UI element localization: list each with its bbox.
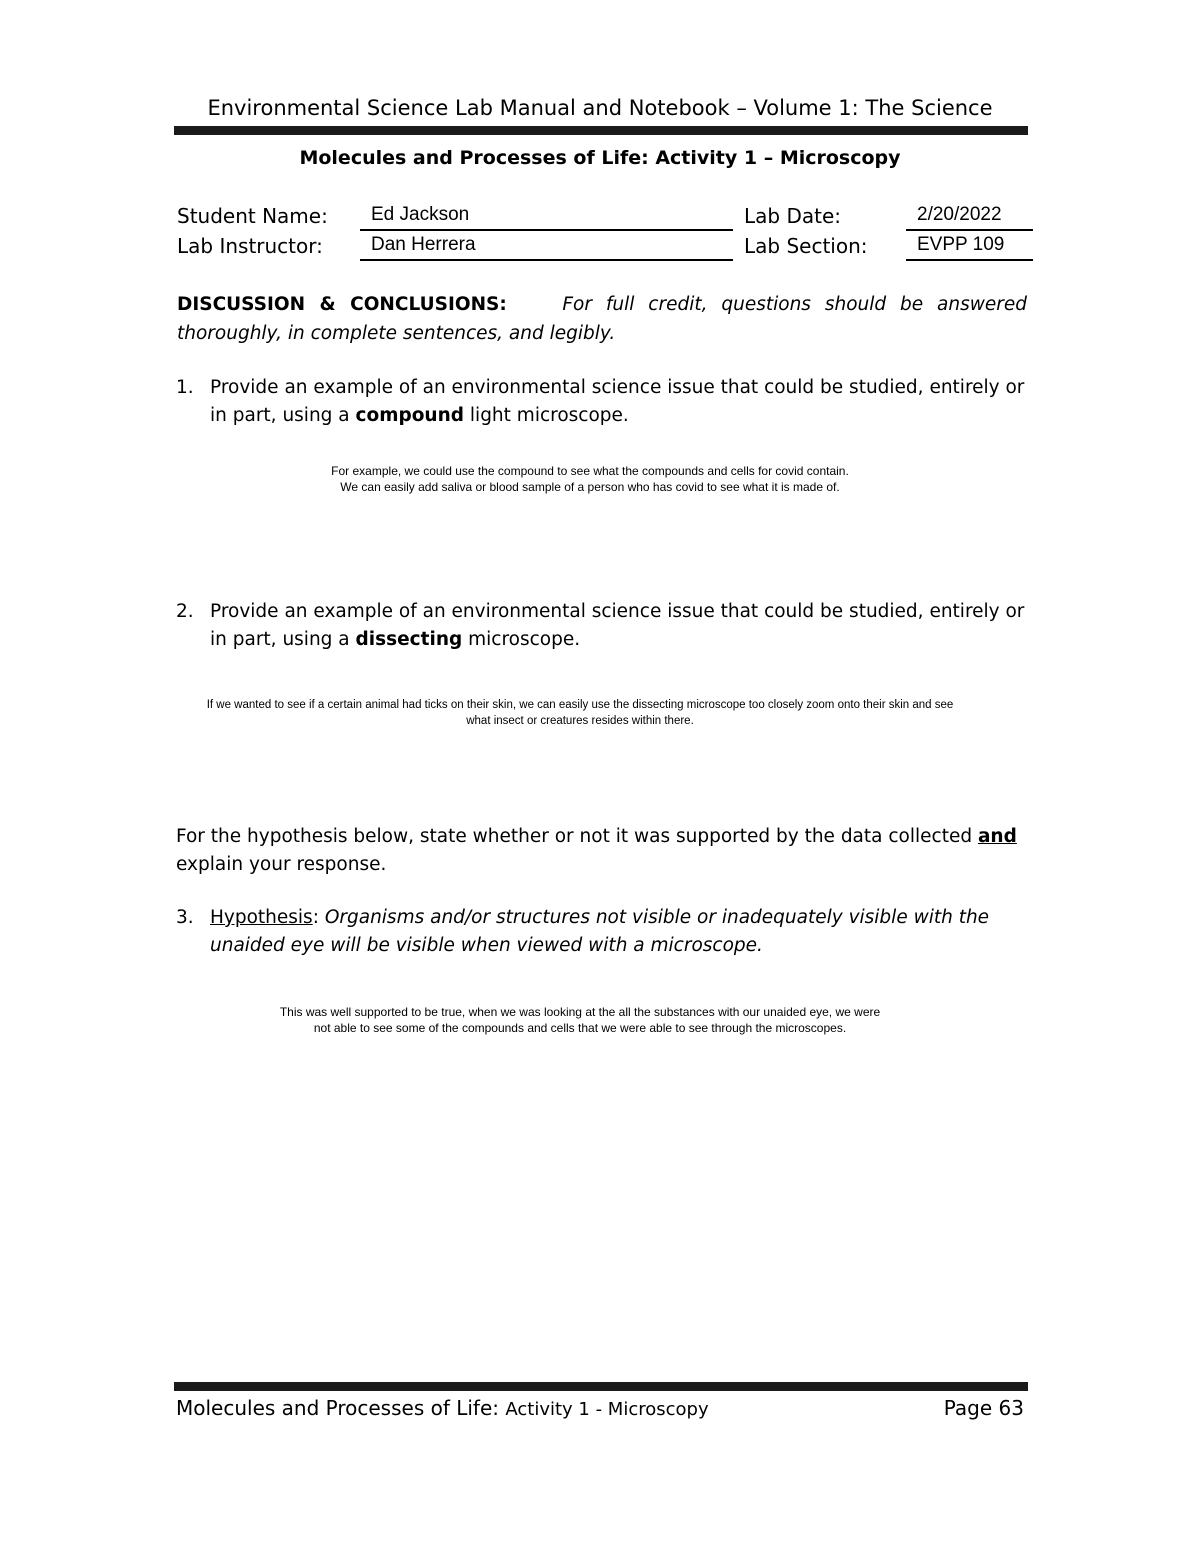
student-name-label: Student Name: [177, 204, 328, 228]
lab-section-value: EVPP 109 [917, 234, 1005, 255]
hypothesis-label: Hypothesis [210, 907, 313, 928]
question-2 [176, 598, 1026, 654]
discussion-note: For full credit, questions should be answered thoroughly, in complete sentences, and legibly. [177, 294, 1027, 344]
question-number: 2. [176, 601, 194, 622]
question-text-start: Provide an example of an environmental science issue that could be studied, entirely or in part, using a [210, 377, 1025, 426]
answer-line: For example, we could use the compound to see what the compounds and cells for covid contain. [331, 464, 849, 478]
lab-date-label: Lab Date: [744, 204, 841, 228]
hypothesis-instructions [176, 823, 1028, 879]
footer-section: Molecules and Processes of Life: [176, 1396, 506, 1420]
question-text-end: light microscope. [464, 405, 629, 426]
question-text [210, 374, 1026, 430]
question-keyword: compound [355, 405, 465, 426]
page-number: Page 63 [943, 1396, 1024, 1420]
lab-instructor-value: Dan Herrera [371, 234, 476, 255]
discussion-instructions [177, 290, 1027, 348]
question-text-start: Provide an example of an environmental science issue that could be studied, entirely or in part, using a [210, 601, 1025, 650]
answer-line: not able to see some of the compounds and cells that we were able to see through the microscopes. [313, 1021, 847, 1035]
question-number: 3. [176, 907, 194, 928]
answer-3 [150, 1004, 1010, 1036]
footer-activity: Activity 1 - Microscopy [505, 1399, 709, 1420]
lab-date-value: 2/20/2022 [917, 204, 1002, 225]
activity-title: Molecules and Processes of Life: Activity 1 – Microscopy [299, 147, 901, 169]
lab-instructor-underline [360, 259, 733, 261]
hypothesis-text: Organisms and/or structures not visible or inadequately visible with the unaided eye will be visible when viewed with a microscope. [210, 907, 990, 956]
answer-1 [150, 463, 1030, 495]
footer-title [176, 1396, 709, 1420]
lab-section-underline [906, 259, 1033, 261]
answer-2 [100, 697, 1060, 729]
hypothesis-colon: : [312, 907, 319, 928]
hypothesis-instructions-start: For the hypothesis below, state whether or not it was supported by the data collected [176, 826, 978, 847]
footer-rule [174, 1382, 1028, 1391]
lab-date-underline [906, 229, 1033, 231]
student-name-value: Ed Jackson [371, 204, 470, 225]
answer-line: If we wanted to see if a certain animal had ticks on their skin, we can easily use the dissecting microscope too closely zoom onto their skin and see [206, 699, 954, 711]
answer-line: what insect or creatures resides within there. [466, 715, 694, 727]
question-1 [176, 374, 1026, 430]
hypothesis-instructions-emphasis: and [977, 826, 1017, 847]
header-rule [174, 126, 1028, 135]
lab-instructor-label: Lab Instructor: [177, 234, 323, 258]
question-keyword: dissecting [355, 629, 463, 650]
question-text [210, 904, 1026, 960]
question-number: 1. [176, 377, 194, 398]
student-name-underline [360, 229, 733, 231]
discussion-heading: DISCUSSION & CONCLUSIONS: [177, 294, 507, 315]
manual-title: Environmental Science Lab Manual and Notebook – Volume 1: The Science [207, 96, 993, 120]
answer-line: We can easily add saliva or blood sample of a person who has covid to see what it is made of. [340, 480, 840, 494]
question-text-end: microscope. [462, 629, 581, 650]
question-text [210, 598, 1026, 654]
lab-section-label: Lab Section: [744, 234, 868, 258]
hypothesis-instructions-end: explain your response. [176, 854, 387, 875]
answer-line: This was well supported to be true, when we was looking at the all the substances with our unaided eye, we were [279, 1005, 881, 1019]
question-3 [176, 904, 1026, 960]
